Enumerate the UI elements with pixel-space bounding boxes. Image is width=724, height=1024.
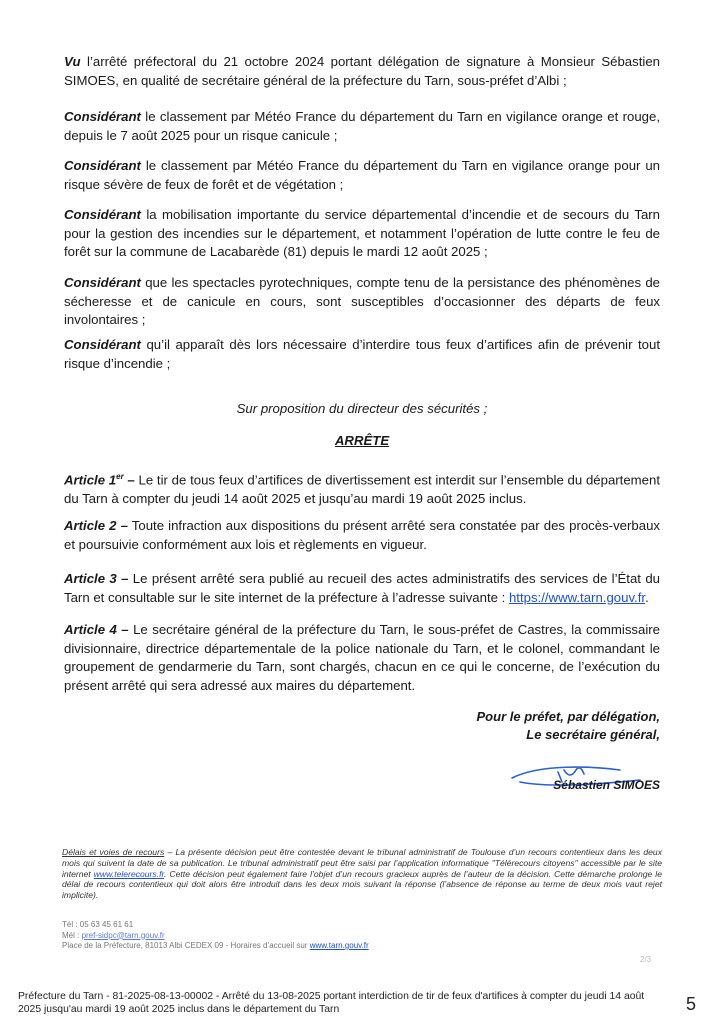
article-4 bbox=[64, 621, 660, 695]
signature-line-2: Le secrétaire général, bbox=[526, 727, 660, 742]
appeal-notice bbox=[62, 847, 662, 901]
article-superscript: er bbox=[116, 472, 124, 481]
notice-text-2: . Cette décision peut également faire l’objet d’un recours gracieux auprès de l’auteur de la décision. Cette démarche prolonge le délai de recours contentieux qui doit alors être introduit dans les deux mois suivant la réponse (l’absence de réponse au terme de deux mois vaut rejet implicite). bbox=[62, 868, 662, 901]
paragraph-text: que les spectacles pyrotechniques, compte tenu de la persistance des phénomènes de sécheresse et de canicule en cours, sont susceptibles d’occasionner des départs de feux involontaires ; bbox=[64, 275, 660, 327]
article-1 bbox=[64, 468, 660, 508]
paragraph-considerant-3 bbox=[64, 206, 660, 262]
article-text: Toute infraction aux dispositions du présent arrêté sera constatée par des procès-verbaux et poursuivie conformément aux lois et règlements en vigueur. bbox=[64, 518, 660, 552]
paragraph-text: la mobilisation importante du service départemental d’incendie et de secours du Tarn pour la gestion des incendies sur le département, et notamment l’opération de lutte contre le feu de forêt sur la commune de Lacabarède (81) depuis le mardi 12 août 2025 ; bbox=[64, 207, 660, 259]
tarn-website-link[interactable]: www.tarn.gouv.fr bbox=[309, 941, 369, 950]
contact-email-label: Mél : bbox=[62, 930, 82, 940]
paragraph-considerant-4 bbox=[64, 274, 660, 330]
signatory-name: Sébastien SIMOES bbox=[553, 778, 660, 792]
paragraph-text: qu’il apparaît dès lors nécessaire d’interdire tous feux d’artifices afin de prévenir tout risque d’incendie ; bbox=[64, 337, 660, 371]
contact-phone: Tél : 05 63 45 61 61 bbox=[62, 920, 134, 929]
article-dash: – bbox=[123, 472, 139, 488]
paragraph-text: le classement par Météo France du département du Tarn en vigilance orange pour un risque sévère de feux de forêt et de végétation ; bbox=[64, 158, 660, 192]
arrete-heading: ARRÊTE bbox=[334, 433, 390, 448]
article-3 bbox=[64, 570, 660, 607]
contact-block bbox=[62, 920, 369, 952]
page-number: 5 bbox=[685, 994, 696, 1014]
prefecture-website-link[interactable]: https://www.tarn.gouv.fr bbox=[508, 589, 646, 605]
paragraph-considerant-5 bbox=[64, 336, 660, 373]
keyword: Considérant bbox=[64, 207, 141, 222]
footer-caption: Préfecture du Tarn - 81-2025-08-13-00002 - Arrêté du 13-08-2025 portant interdiction de tir de feux d'artifices à compter du jeudi 14 août 2025 jusqu'au mardi 19 août 2025 inclus dans le département du Tarn bbox=[18, 991, 645, 1015]
signature-line-1: Pour le préfet, par délégation, bbox=[476, 709, 660, 724]
notice-text-1: – La présente décision peut être contestée devant le tribunal administratif de Toulouse d’un recours contentieux dans les deux mois qui suivent la date de sa publication. Le tribunal administratif peut être saisi par l’application informatique "Télérecours citoyens" accessible par le site internet bbox=[62, 847, 662, 879]
keyword: Considérant bbox=[64, 109, 141, 124]
contact-email-row bbox=[62, 931, 369, 942]
article-text-end: . bbox=[645, 589, 649, 605]
paragraph-vu bbox=[64, 53, 660, 90]
keyword: Considérant bbox=[64, 275, 141, 290]
paragraph-text: le classement par Météo France du département du Tarn en vigilance orange et rouge, depuis le 7 août 2025 pour un risque canicule ; bbox=[64, 109, 660, 143]
paragraph-text: l’arrêté préfectoral du 21 octobre 2024 portant délégation de signature à Monsieur Sébastien SIMOES, en qualité de secrétaire général de la préfecture du Tarn, sous-préfet d’Albi ; bbox=[64, 54, 660, 88]
article-text: Le tir de tous feux d’artifices de divertissement est interdit sur l’ensemble du département du Tarn à compter du jeudi 14 août 2025 et jusqu’au mardi 19 août 2025 inclus. bbox=[64, 472, 660, 506]
article-label: Article 3 – bbox=[64, 571, 129, 586]
paragraph-considerant-2 bbox=[64, 157, 660, 194]
contact-address: Place de la Préfecture, 81013 Albi CEDEX 09 - Horaires d’accueil sur bbox=[62, 941, 310, 950]
signature-block bbox=[360, 708, 660, 744]
notice-title: Délais et voies de recours bbox=[62, 847, 165, 857]
article-label: Article 4 – bbox=[64, 622, 129, 637]
contact-email-link[interactable]: pref-sidpc@tarn.gouv.fr bbox=[81, 930, 165, 940]
proposal-line: Sur proposition du directeur des sécurités ; bbox=[236, 401, 488, 416]
article-label: Article 2 – bbox=[64, 518, 128, 533]
keyword: Considérant bbox=[64, 158, 141, 173]
contact-address-row bbox=[62, 941, 369, 952]
paragraph-considerant-1 bbox=[64, 108, 660, 145]
keyword: Vu bbox=[64, 54, 81, 69]
article-label: Article 1 bbox=[64, 472, 117, 488]
keyword: Considérant bbox=[64, 337, 141, 352]
page-of-indicator: 2/3 bbox=[640, 955, 652, 964]
article-2 bbox=[64, 517, 660, 554]
article-text: Le secrétaire général de la préfecture du Tarn, le sous-préfet de Castres, la commissaire divisionnaire, directrice départementale de la police nationale du Tarn, et le colonel, commandant le groupement de gendarmerie du Tarn, sont chargés, chacun en ce qui le concerne, de l’exécution du présent arrêté qui sera adressé aux maires du département. bbox=[64, 622, 660, 693]
article-text: Le présent arrêté sera publié au recueil des actes administratifs des services de l’État du Tarn et consultable sur le site internet de la préfecture à l’adresse suivante : bbox=[64, 571, 660, 605]
telerecours-link[interactable]: www.telerecours.fr bbox=[93, 868, 165, 879]
